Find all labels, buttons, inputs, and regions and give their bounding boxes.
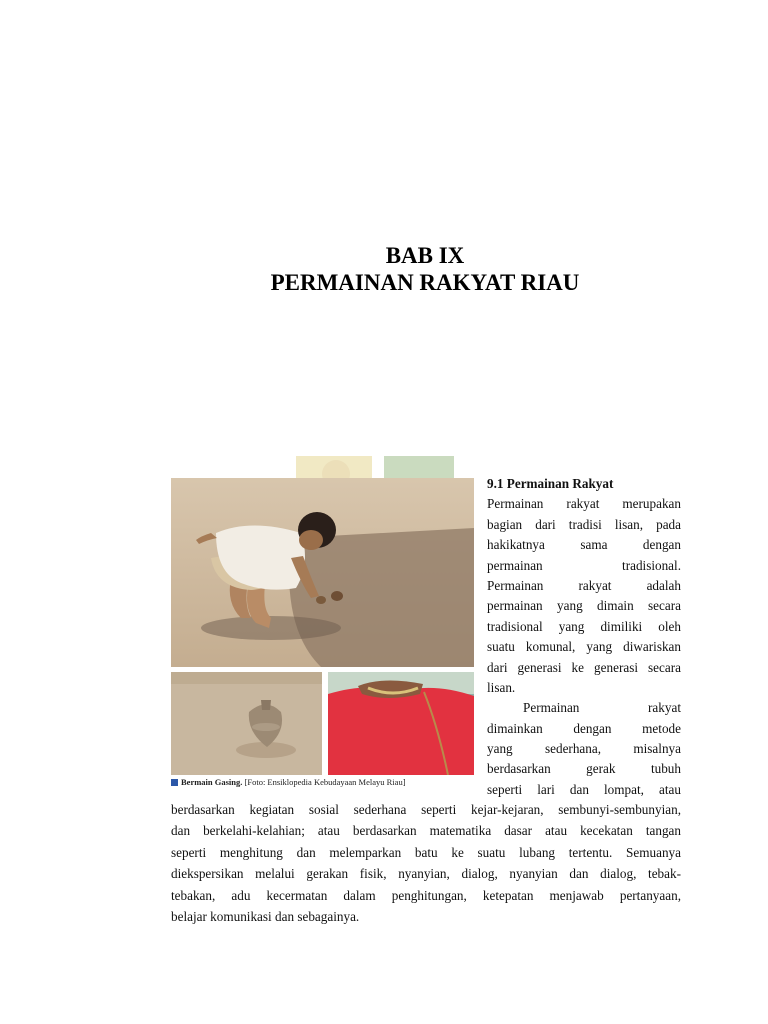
column-text <box>487 474 681 800</box>
photo-red-shirt <box>328 672 474 775</box>
column-line: lisan. <box>487 679 516 695</box>
column-line: hakikatnya sama dengan <box>487 537 681 553</box>
caption-marker-icon <box>171 779 178 786</box>
column-line: dari generasi ke generasi secara <box>487 659 681 675</box>
section-heading: 9.1 Permainan Rakyat <box>487 476 614 491</box>
photo-child-playing-top <box>171 478 474 667</box>
column-line: permainan yang dimain secara <box>487 598 681 614</box>
caption-source: [Foto: Ensiklopedia Kebudayaan Melayu Riau] <box>244 777 406 787</box>
column-line: yang sederhana, misalnya <box>487 741 681 757</box>
column-line: Permainan rakyat adalah <box>487 577 681 593</box>
column-line: tradisional yang dimiliki oleh <box>487 618 681 634</box>
column-line: bagian dari tradisi lisan, pada <box>487 516 681 532</box>
chapter-name: PERMAINAN RAKYAT RIAU <box>270 270 580 295</box>
photo-spinning-top <box>171 672 322 775</box>
body-line: dan berkelahi-kelahian; atau berdasarkan matematika dasar atau kecekatan tangan <box>171 823 681 839</box>
chapter-title <box>0 242 768 296</box>
column-line: seperti lari dan lompat, atau <box>487 781 681 797</box>
column-line: berdasarkan gerak tubuh <box>487 761 681 777</box>
body-line: belajar komunikasi dan sebagainya. <box>171 908 360 924</box>
body-text <box>171 799 681 927</box>
caption-title: Bermain Gasing. <box>181 777 243 787</box>
column-line: permainan tradisional. <box>487 557 681 573</box>
body-line: seperti menghitung dan melemparkan batu ke suatu lubang tertentu. Semuanya <box>171 844 681 860</box>
figure-caption <box>171 777 481 788</box>
column-line: suatu komunal, yang diwariskan <box>487 639 681 655</box>
body-line: berdasarkan kegiatan sosial sederhana seperti kejar-kejaran, sembunyi-sembunyian, <box>171 802 681 817</box>
column-line: Permainan rakyat merupakan <box>487 496 681 512</box>
body-line: tebakan, adu kecermatan dalam penghitungan, ketepatan menjawab pertanyaan, <box>171 887 681 903</box>
chapter-number: BAB IX <box>385 243 465 268</box>
column-line: Permainan rakyat <box>523 700 681 716</box>
body-line: diekspersikan melalui gerakan fisik, nyanyian, dialog, nyanyian dan dialog, tebak- <box>171 866 681 882</box>
column-line: dimainkan dengan metode <box>487 720 681 736</box>
